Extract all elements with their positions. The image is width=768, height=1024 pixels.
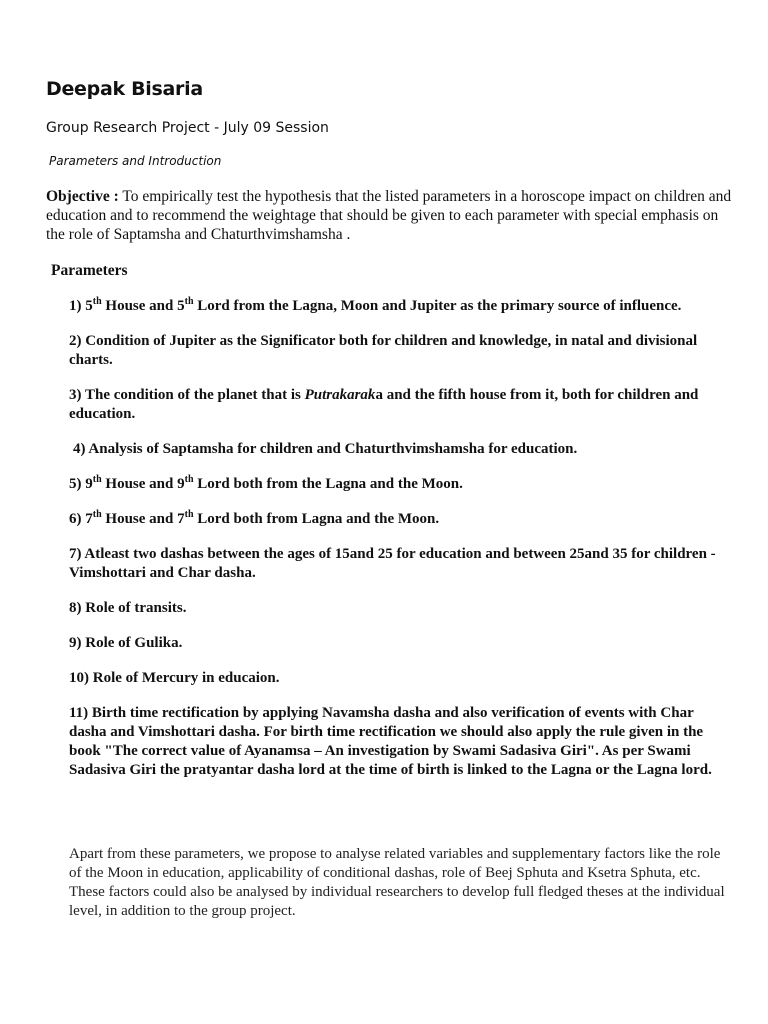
closing-paragraph: Apart from these parameters, we propose to analyse related variables and supplementary factors like the role of the Moon in education, applicability of conditional dashas, role of Beej Sphuta and Ksetra Sphuta, etc. These factors could also be analysed by individual researchers to develop full fledged theses at the individual level, in addition to the group project. [69, 846, 725, 919]
parameter-item-1 [69, 297, 729, 316]
parameter-3-post: a and the fifth house from it, both for children and education. [69, 387, 699, 422]
parameter-5-mid: House and 9 [101, 476, 185, 492]
parameter-item-6 [69, 510, 729, 529]
parameter-3-emphasis: Putrakarak [304, 387, 376, 403]
parameter-6-rest: Lord both from Lagna and the Moon. [193, 511, 440, 527]
objective-label: Objective : [46, 188, 119, 205]
parameter-1-number: 1) 5 [69, 298, 93, 314]
parameter-item-9: 9) Role of Gulika. [69, 635, 183, 651]
parameters-list [69, 297, 729, 796]
parameter-5-rest: Lord both from the Lagna and the Moon. [193, 476, 463, 492]
parameter-item-3 [69, 386, 729, 424]
parameter-item-7: 7) Atleast two dashas between the ages of 15and 25 for education and between 25and 35 for children - Vimshottari and Char dasha. [69, 546, 716, 581]
parameters-heading: Parameters [51, 262, 128, 279]
parameter-1-rest: Lord from the Lagna, Moon and Jupiter as the primary source of influence. [193, 298, 682, 314]
parameter-6-mid: House and 7 [101, 511, 185, 527]
parameter-3-pre: 3) The condition of the planet that is [69, 387, 305, 403]
parameter-item-10: 10) Role of Mercury in educaion. [69, 670, 280, 686]
author-name: Deepak Bisaria [46, 78, 203, 100]
parameter-5-sup-a: th [92, 474, 102, 485]
parameter-item-8: 8) Role of transits. [69, 600, 187, 616]
parameter-item-4: 4) Analysis of Saptamsha for children and Chaturthvimshamsha for education. [73, 441, 578, 457]
section-heading: Parameters and Introduction [49, 154, 222, 168]
parameter-1-sup-a: th [92, 296, 102, 307]
parameter-6-sup-a: th [92, 509, 102, 520]
parameter-6-sup-b: th [184, 509, 194, 520]
document-subtitle: Group Research Project - July 09 Session [46, 120, 329, 136]
parameter-1-mid: House and 5 [101, 298, 185, 314]
parameter-5-sup-b: th [184, 474, 194, 485]
objective-text: To empirically test the hypothesis that the listed parameters in a horoscope impact on children and education and to recommend the weightage that should be given to each parameter with special emphasis on the role of Saptamsha and Chaturthvimshamsha . [46, 188, 732, 243]
parameter-5-number: 5) 9 [69, 476, 93, 492]
parameter-item-2: 2) Condition of Jupiter as the Significator both for children and knowledge, in natal and divisional charts. [69, 333, 698, 368]
parameter-6-number: 6) 7 [69, 511, 93, 527]
parameter-1-sup-b: th [184, 296, 194, 307]
parameter-item-5 [69, 475, 729, 494]
parameter-item-11: 11) Birth time rectification by applying Navamsha dasha and also verification of events with Char dasha and Vimshottari dasha. For birth time rectification we should also apply the rule given in the book "The correct value of Ayanamsa – An investigation by Swami Sadasiva Giri". As per Swami Sadasiva Giri the pratyantar dasha lord at the time of birth is linked to the Lagna or the Lagna lord. [69, 705, 712, 778]
objective-paragraph [46, 187, 736, 244]
